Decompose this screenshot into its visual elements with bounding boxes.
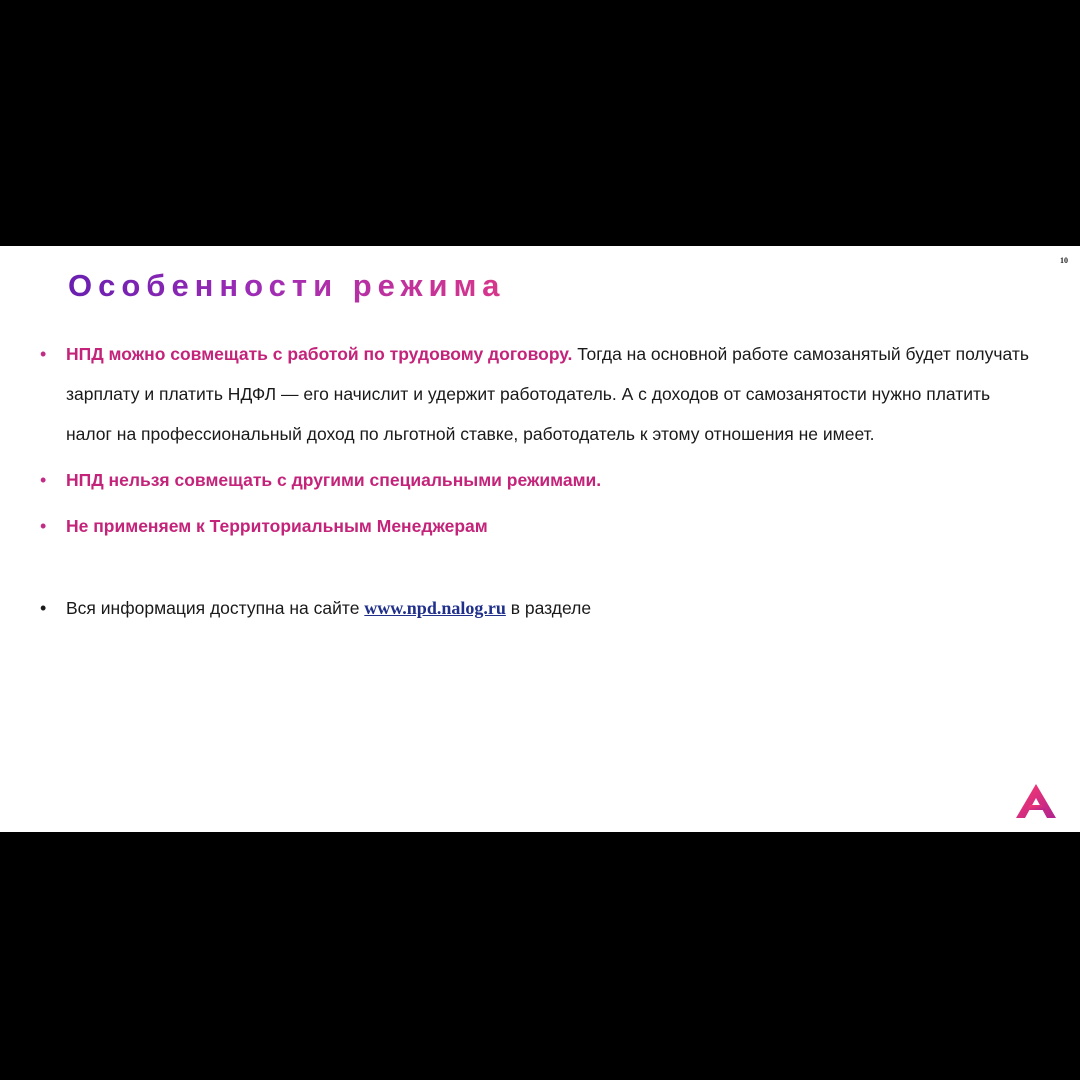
a-logo-icon <box>1014 782 1058 820</box>
bullet-item-no-other-regimes <box>40 460 1030 500</box>
bullet-dot: • <box>40 344 47 364</box>
bullet-text: Тогда на основной работе самозанятый будет получать зарплату и платить НДФЛ — его начислит и удержит работодатель. А с доходов от самозанятости нужно платить налог на профессиональный доход по льготной ставке, работодатель к этому отношения не имеет. <box>66 344 1029 444</box>
bullet-dot: • <box>40 470 47 490</box>
slide <box>0 246 1080 832</box>
bullet-dot: • <box>40 598 47 618</box>
bullet-text: Вся информация доступна на сайте <box>66 598 365 618</box>
page-number: 10 <box>1060 256 1068 265</box>
bullet-dot: • <box>40 516 47 536</box>
slide-title: Особенности режима <box>68 268 506 303</box>
bullet-list <box>40 334 1030 628</box>
bullet-highlight: Не применяем к Территориальным Менеджерам <box>66 516 488 536</box>
bullet-item-info-site <box>40 588 1030 628</box>
bullet-highlight: НПД нельзя совмещать с другими специальными режимами. <box>66 470 602 490</box>
bullet-text: в разделе <box>505 598 592 618</box>
bullet-item-not-for-managers <box>40 506 1030 546</box>
bullet-highlight: НПД можно совмещать с работой по трудовому договору. <box>66 344 573 364</box>
npd-site-link[interactable]: www.npd.nalog.ru <box>364 598 506 618</box>
bullet-item-combine-employment <box>40 334 1030 454</box>
